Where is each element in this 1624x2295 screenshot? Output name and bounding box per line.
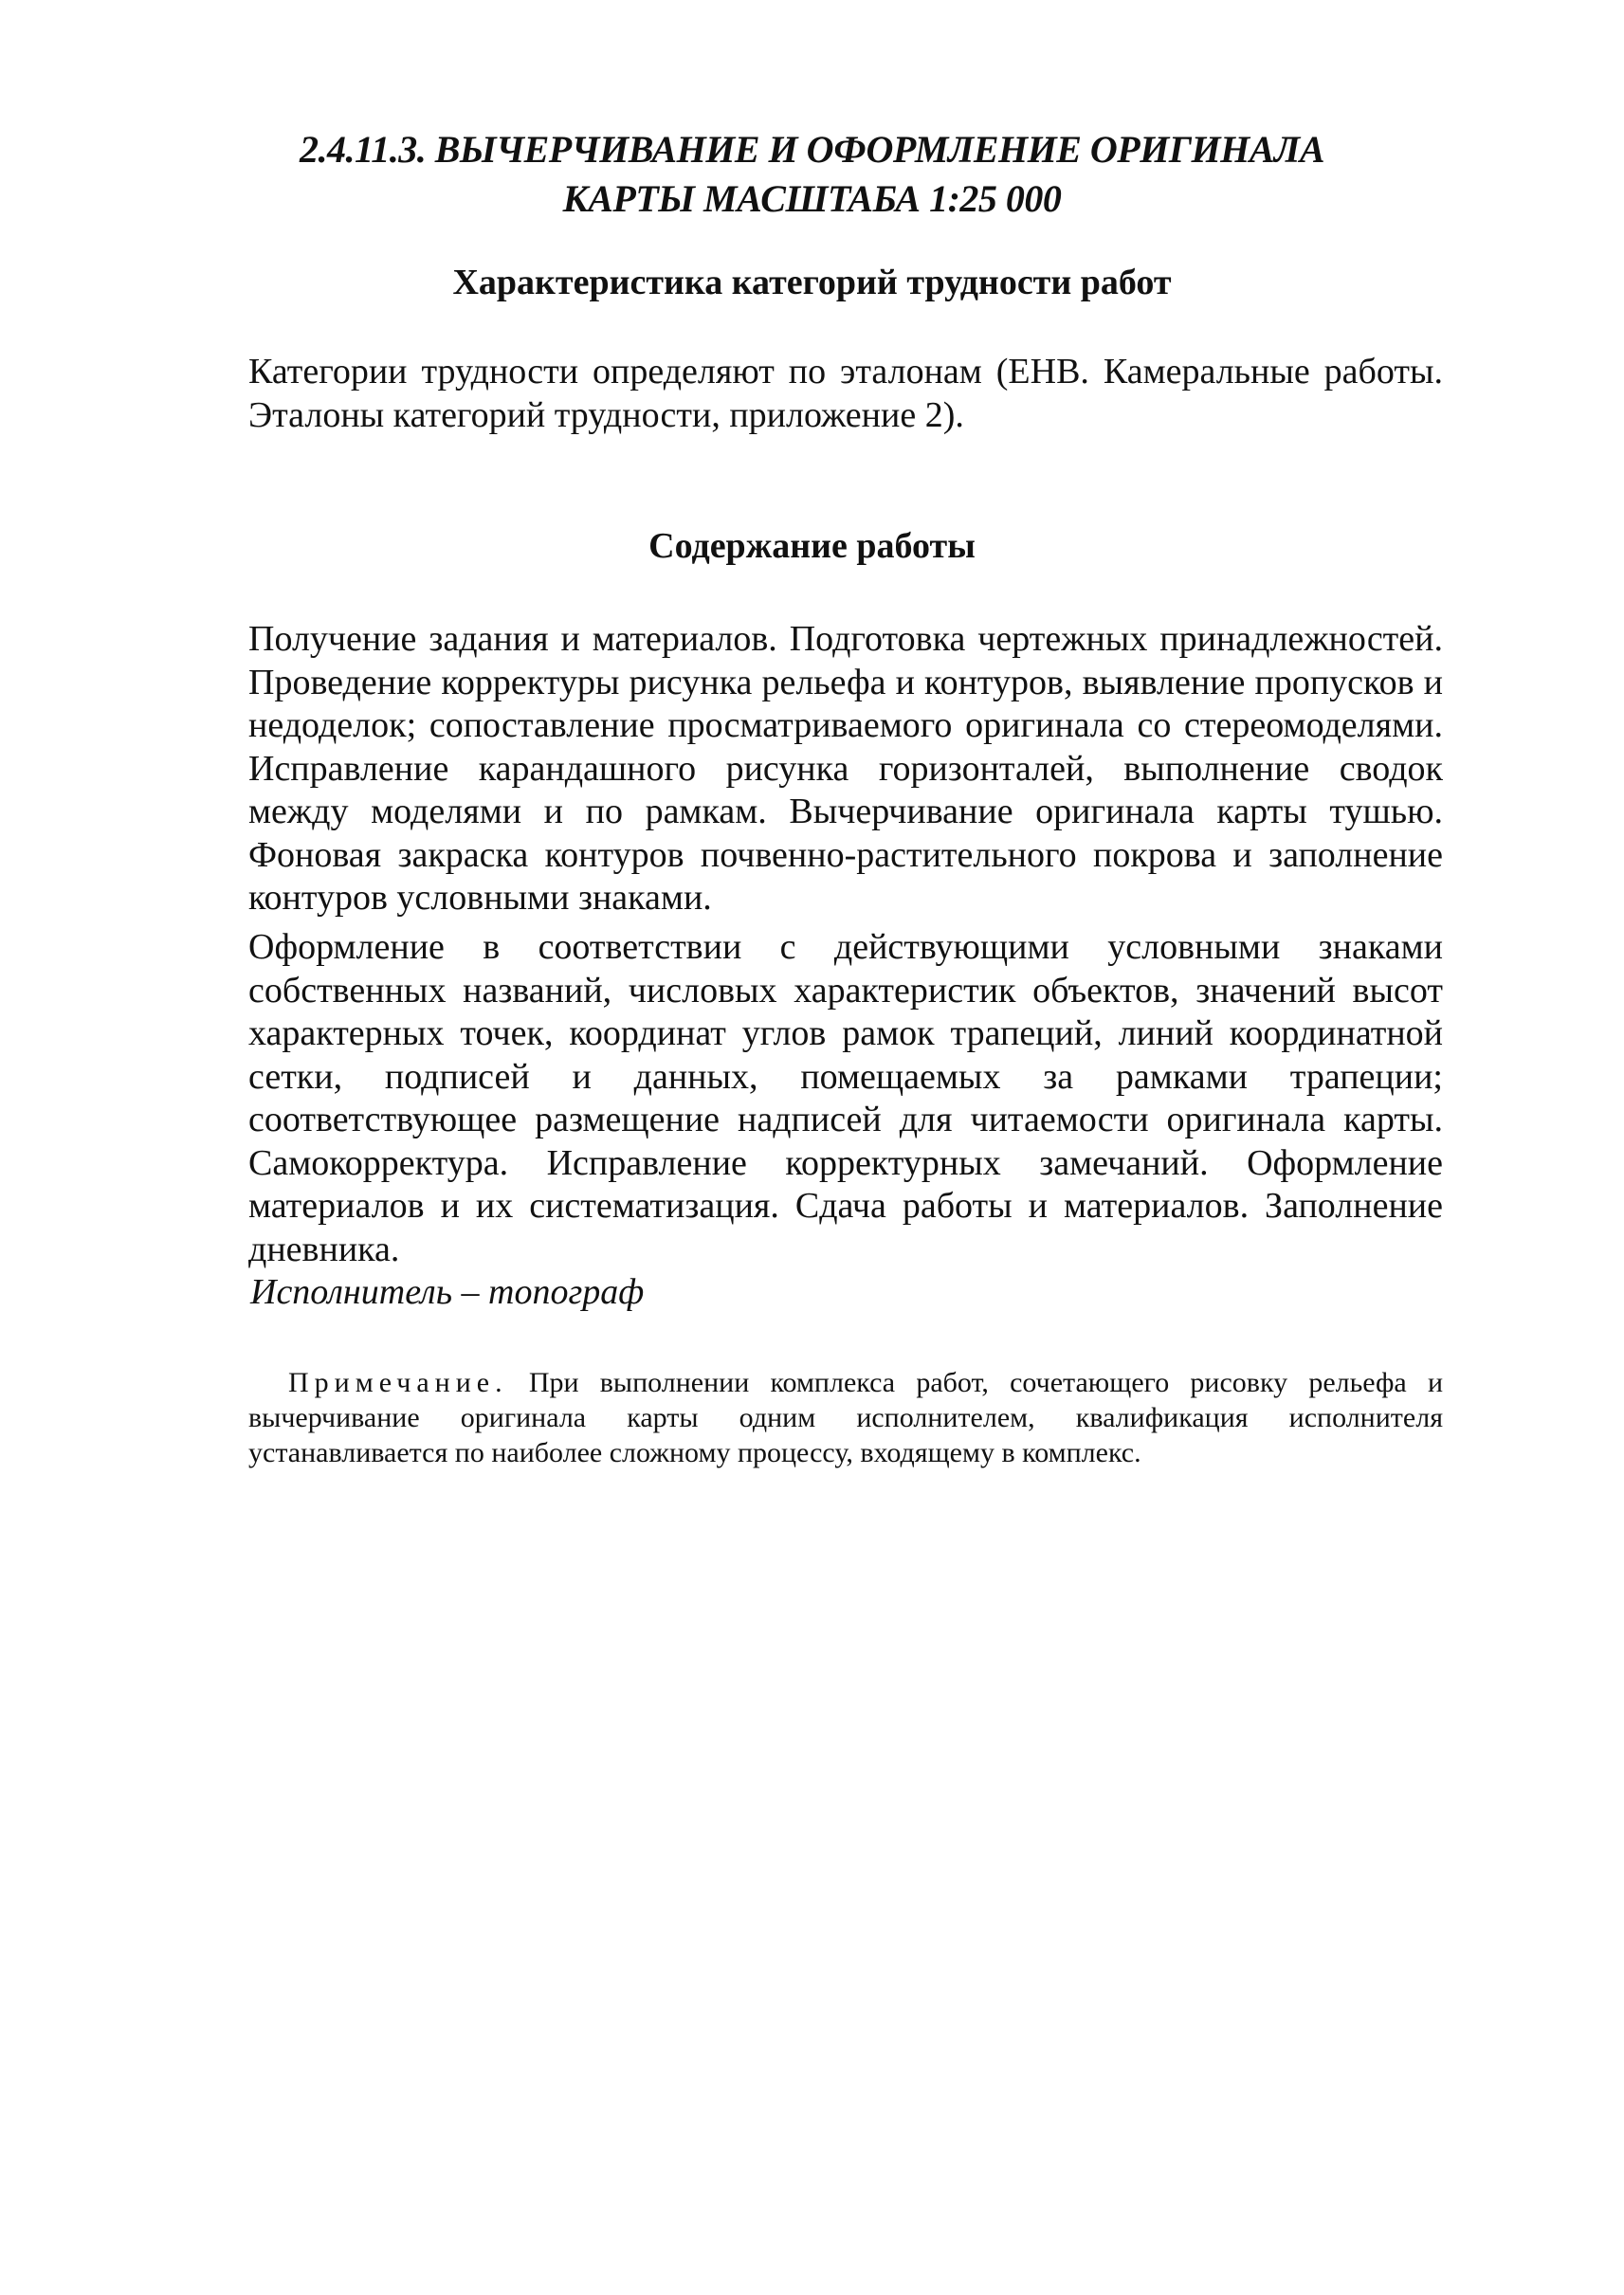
work-content-paragraph-1 bbox=[248, 618, 1443, 920]
difficulty-categories-paragraph bbox=[248, 351, 1443, 437]
work-content-text-2: Оформление в соответствии с действующими условными знаками собственных названий, числовых характеристик объектов, значений высот характерных точек, координат углов рамок трапеций, линий координатной сетки, подписей и данных, помещаемых за рамками трапеции; соответствующее размещение надписей для читаемости оригинала карты. Самокорректура. Исправление корректурных замечаний. Оформление материалов и их систематизация. Сдача работы и материалов. Заполнение дневника. bbox=[248, 927, 1443, 1269]
work-content-paragraph-2 bbox=[248, 926, 1443, 1271]
executor-line: Исполнитель – топограф bbox=[250, 1272, 645, 1312]
note-text: При выполнении комплекса работ, сочетающего рисовку рельефа и вычерчивание оригинала карты одним исполнителем, квалификация исполнителя устанавливается по наиболее сложному процессу, входящему в комплекс. bbox=[248, 1367, 1443, 1468]
difficulty-categories-heading: Характеристика категорий трудности работ bbox=[452, 263, 1172, 302]
note-label: Примечание. bbox=[288, 1367, 508, 1398]
section-title-line-2: КАРТЫ МАСШТАБА 1:25 000 bbox=[562, 177, 1062, 220]
work-content-text-1: Получение задания и материалов. Подготовка чертежных принадлежностей. Проведение корректуры рисунка рельефа и контуров, выявление пропусков и недоделок; сопоставление просматриваемого оригинала со стереомоделями. Исправление карандашного рисунка горизонталей, выполнение сводок между моделями и по рамкам. Вычерчивание оригинала карты тушью. Фоновая закраска контуров почвенно-растительного покрова и заполнение контуров условными знаками. bbox=[248, 619, 1443, 918]
note-block bbox=[248, 1365, 1443, 1470]
section-title-line-1: 2.4.11.3. ВЫЧЕРЧИВАНИЕ И ОФОРМЛЕНИЕ ОРИГИНАЛА bbox=[299, 128, 1325, 171]
work-content-heading: Содержание работы bbox=[648, 526, 976, 566]
difficulty-categories-text: Категории трудности определяют по эталонам (ЕНВ. Камеральные работы. Эталоны категорий трудности, приложение 2). bbox=[248, 352, 1443, 435]
